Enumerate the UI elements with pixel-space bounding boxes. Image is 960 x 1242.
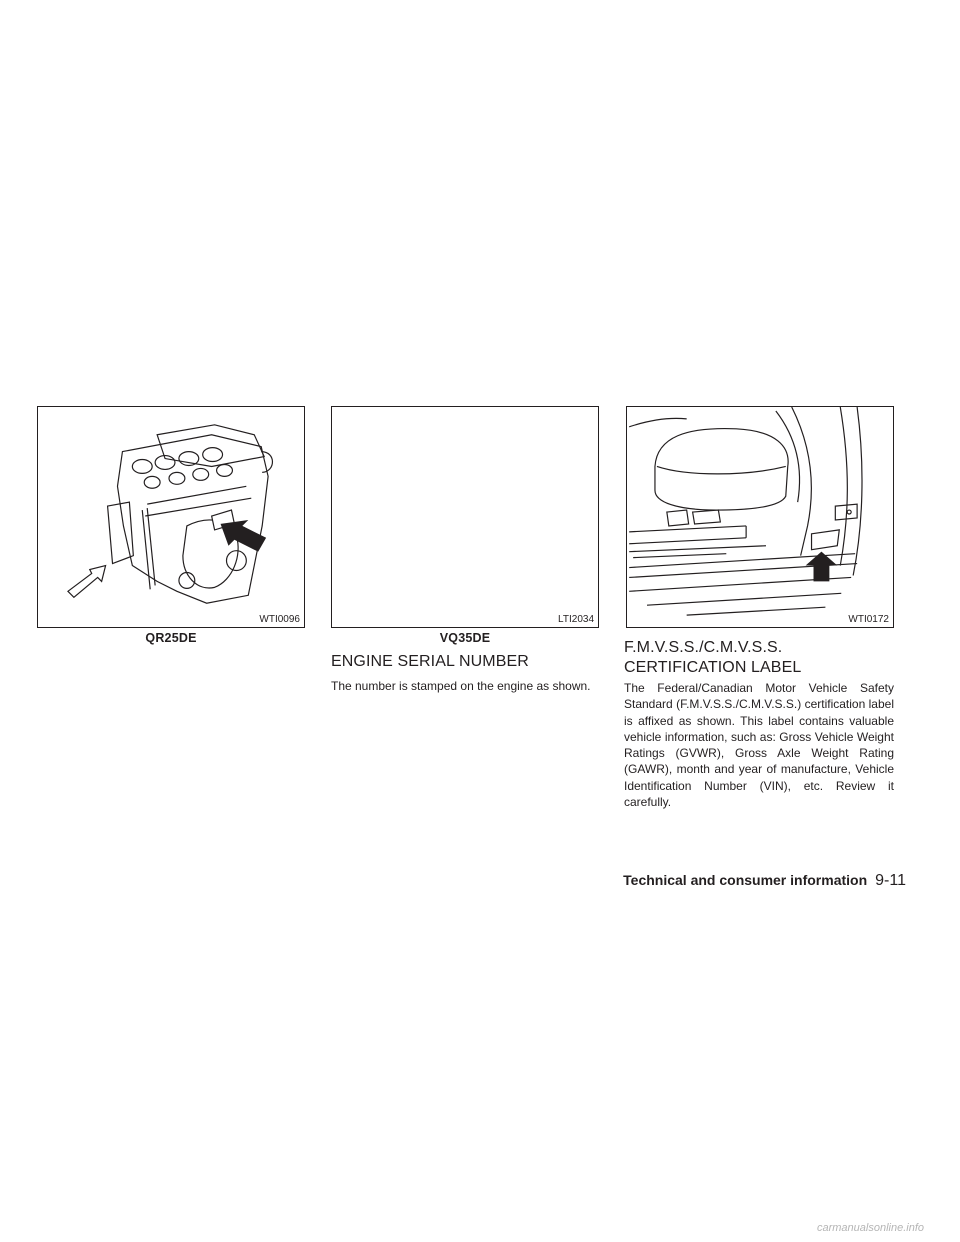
certification-body: The Federal/Canadian Motor Vehicle Safety Standard (F.M.V.S.S./C.M.V.S.S.) certification label is affixed as shown. This label contains valuable vehicle information, such as: Gross Vehicle Weight Ratings (GVWR), Gross Axle Weight Rating (GAWR), month and year of manufacture, Vehicle Identification Number (VIN), etc. Review it carefully. <box>624 681 894 810</box>
engine-qr25de-illustration <box>38 407 304 627</box>
section-heading-certification-label <box>624 638 801 678</box>
heading-line-1: F.M.V.S.S./C.M.V.S.S. <box>624 639 783 656</box>
heading-line-2: CERTIFICATION LABEL <box>624 659 802 676</box>
figure-code: WTI0172 <box>848 614 889 625</box>
figure-caption: VQ35DE <box>439 631 491 645</box>
page-number: 9-11 <box>875 872 906 889</box>
figure-code: LTI2034 <box>558 614 594 625</box>
figure-code: WTI0096 <box>259 614 300 625</box>
engine-serial-body: The number is stamped on the engine as shown. <box>331 679 591 693</box>
figure-vq35de-engine <box>331 406 599 628</box>
figure-qr25de-engine <box>37 406 305 628</box>
location-arrow-icon <box>221 520 267 552</box>
figure-caption: QR25DE <box>145 631 197 645</box>
watermark: carmanualsonline.info <box>816 1222 924 1234</box>
page-footer <box>623 872 906 890</box>
figure-certification-label-location <box>626 406 894 628</box>
section-heading-engine-serial-number: ENGINE SERIAL NUMBER <box>331 653 529 670</box>
door-sill-illustration <box>627 407 893 627</box>
footer-section-title: Technical and consumer information <box>623 872 868 888</box>
